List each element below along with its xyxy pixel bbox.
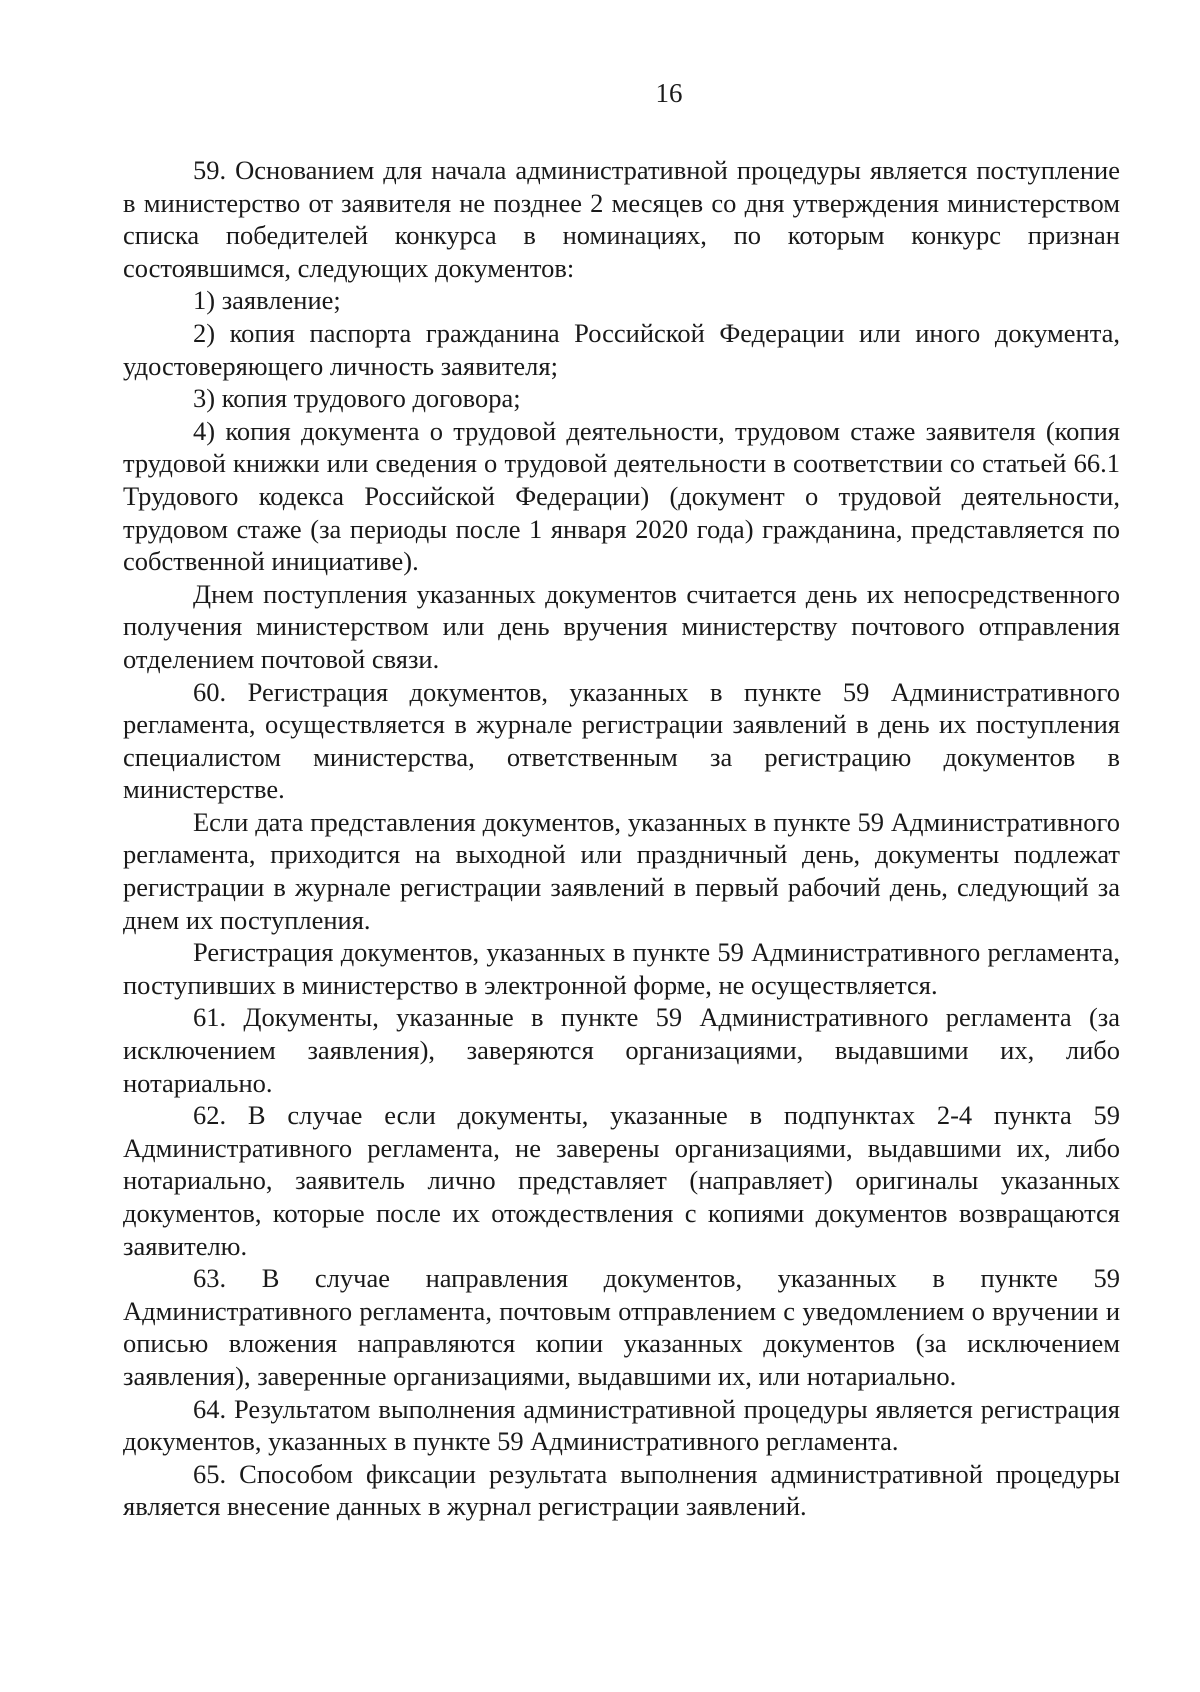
paragraph-holiday-registration: Если дата представления документов, указанных в пункте 59 Административного регламента, приходится на выходной или праздничный день, документы подлежат регистрации в журнале регистрации заявлений в первый рабочий день, следующий за днем их поступления. <box>123 806 1120 935</box>
page-number: 16 <box>655 78 683 108</box>
paragraph-electronic-form: Регистрация документов, указанных в пункте 59 Административного регламента, поступивших в министерство в электронной форме, не осуществляется. <box>123 937 1120 1000</box>
paragraph-61: 61. Документы, указанные в пункте 59 Административного регламента (за исключением заявления), заверяются организациями, выдавшими их, либо нотариально. <box>123 1002 1120 1098</box>
list-item-passport-copy: 2) копия паспорта гражданина Российской Федерации или иного документа, удостоверяющего личность заявителя; <box>123 317 1120 381</box>
paragraph-59: 59. Основанием для начала административной процедуры является поступление в министерство от заявителя не позднее 2 месяцев со дня утверждения министерством списка победителей конкурса в номинациях, по которым конкурс признан состоявшимся, следующих документов: <box>123 155 1120 283</box>
paragraph-64: 64. Результатом выполнения административной процедуры является регистрация документов, указанных в пункте 59 Административного регламента. <box>123 1393 1120 1457</box>
paragraph-63: 63. В случае направления документов, указанных в пункте 59 Административного регламента, почтовым отправлением с уведомлением о вручении и описью вложения направляются копии указанных документов (за исключением заявления), заверенные организациями, выдавшими их, или нотариально. <box>123 1263 1120 1391</box>
paragraph-62: 62. В случае если документы, указанные в подпунктах 2-4 пункта 59 Административного регламента, не заверены организациями, выдавшими их, либо нотариально, заявитель лично представляет (направляет) оригиналы указанных документов, которые после их отождествления с копиями документов возвращаются заявителю. <box>123 1100 1120 1261</box>
paragraph-receipt-day: Днем поступления указанных документов считается день их непосредственного получения министерством или день вручения министерству почтового отправления отделением почтовой связи. <box>123 578 1120 674</box>
paragraph-65: 65. Способом фиксации результата выполнения административной процедуры является внесение данных в журнал регистрации заявлений. <box>123 1458 1120 1522</box>
list-item-labor-contract: 3) копия трудового договора; <box>193 383 521 414</box>
document-body <box>123 154 1120 1523</box>
paragraph-60: 60. Регистрация документов, указанных в пункте 59 Административного регламента, осуществляется в журнале регистрации заявлений в день их поступления специалистом министерства, ответственным за регистрацию документов в министерстве. <box>123 676 1120 805</box>
list-item-application: 1) заявление; <box>193 285 341 316</box>
list-item-work-record: 4) копия документа о трудовой деятельности, трудовом стаже заявителя (копия трудовой книжки или сведения о трудовой деятельности в соответствии со статьей 66.1 Трудового кодекса Российской Федерации) (документ о трудовой деятельности, трудовом стаже (за периоды после 1 января 2020 года) гражданина, представляется по собственной инициативе). <box>123 415 1120 577</box>
